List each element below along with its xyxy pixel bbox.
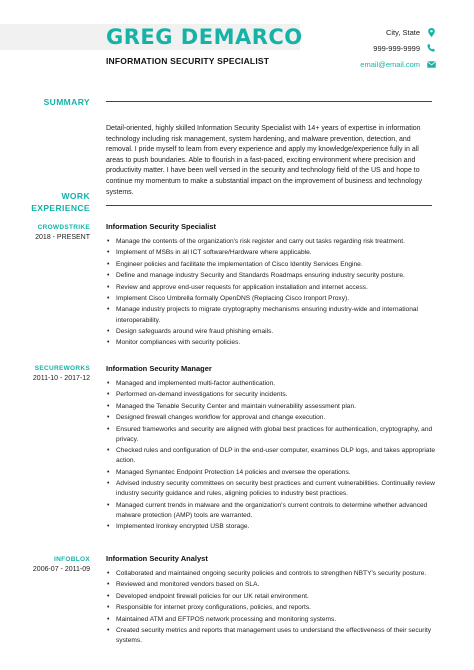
list-item: • Ensured frameworks and security are aligned with global best practices for authentication, cryptography, and privacy. — [106, 425, 438, 445]
phone-icon — [426, 44, 436, 52]
list-item: • Engineer policies and facilitate the implementation of Cisco Identity Services Engine. — [106, 260, 438, 270]
experience-divider — [106, 205, 432, 206]
contact-location — [360, 24, 436, 40]
list-item: • Developed endpoint firewall policies for our UK retail environment. — [106, 592, 438, 602]
candidate-title: INFORMATION SECURITY SPECIALIST — [106, 56, 270, 66]
list-item: • Created security metrics and reports that management uses to understand the effectiveness of their security systems. — [106, 626, 438, 646]
experience-sidebar — [0, 190, 90, 214]
experience-heading-line1: WORK — [61, 191, 90, 201]
list-item: • Collaborated and maintained ongoing security policies and controls to strengthen NBTY's security posture. — [106, 569, 438, 579]
summary-divider — [106, 101, 432, 102]
list-item: • Performed on-demand investigations for security incidents. — [106, 390, 438, 400]
job-bullets — [106, 569, 438, 646]
job-meta — [0, 556, 90, 573]
job-bullets — [106, 237, 438, 349]
company-name: INFOBLOX — [54, 556, 90, 563]
envelope-icon — [426, 61, 436, 68]
list-item: • Managed current trends in malware and the organization's current controls to determine whether advanced malware protection (AMP) tools are warranted. — [106, 501, 438, 521]
list-item: • Reviewed and monitored vendors based on SLA. — [106, 580, 438, 590]
company-name: SECUREWORKS — [34, 365, 90, 372]
job-role: Information Security Specialist — [106, 222, 217, 231]
list-item: • Checked rules and configuration of DLP in the end-user computer, examines DLP logs, and takes appropriate action. — [106, 446, 438, 466]
job-meta — [0, 365, 90, 382]
job-dates: 2018 - PRESENT — [35, 234, 90, 241]
job-details — [106, 554, 438, 648]
list-item: • Implement of MSBs in all ICT software/Hardware where applicable. — [106, 248, 438, 258]
experience-heading-line2: EXPERIENCE — [31, 203, 90, 213]
list-item: • Manage industry projects to migrate cryptography mechanisms ensuring industry-wide and international interoperability. — [106, 305, 438, 325]
contact-email[interactable] — [360, 56, 436, 72]
list-item: • Managed Symantec Endpoint Protection 14 policies and oversee the operations. — [106, 468, 438, 478]
job-bullets — [106, 379, 438, 533]
list-item: • Designed firewall changes workflow for approval and change execution. — [106, 413, 438, 423]
job-details — [106, 364, 438, 534]
list-item: • Responsible for internet proxy configurations, policies, and reports. — [106, 603, 438, 613]
job-dates: 2006-07 - 2011-09 — [32, 566, 90, 573]
list-item: • Implemented Ironkey encrypted USB storage. — [106, 522, 438, 532]
job-details — [106, 222, 438, 350]
summary-text: Detail-oriented, highly skilled Information Security Specialist with 14+ years of expertise in information technology including risk management, system hardening, and malware prevention, detection, and removal. I pride myself to learn from every experience and apply my knowledge/experience fully in all areas to push boundaries. Able to flourish in a fast-paced, exciting environment where precision and productivity matter. I have been well versed in the security and technology field of the US and hope to continue my momentum to make a substantial impact on the improvement of business and technology systems. — [106, 125, 422, 196]
list-item: • Monitor compliances with security policies. — [106, 338, 438, 348]
resume-header — [0, 0, 474, 80]
job-role: Information Security Manager — [106, 364, 212, 373]
company-name: CROWDSTRIKE — [37, 224, 90, 231]
summary-heading: SUMMARY — [43, 97, 90, 107]
list-item: • Implement Cisco Umbrella formally OpenDNS (Replacing Cisco Ironport Proxy). — [106, 294, 438, 304]
map-pin-icon — [426, 28, 436, 37]
list-item: • Advised industry security committees on security best practices and current vulnerabilities. Continually review industry security guidance and rules, aligning policies to industry best practices. — [106, 479, 438, 499]
job-role: Information Security Analyst — [106, 554, 208, 563]
list-item: • Managed and implemented multi-factor authentication. — [106, 379, 438, 389]
list-item: • Managed the Tenable Security Center and maintain vulnerability assessment plan. — [106, 402, 438, 412]
summary-sidebar — [0, 96, 90, 108]
job-meta — [0, 224, 90, 241]
contact-info — [360, 24, 436, 72]
email-link[interactable]: email@email.com — [360, 59, 420, 69]
phone-text: 999-999-9999 — [373, 43, 420, 53]
list-item: • Define and manage industry Security and Standards Roadmaps ensuring industry security posture. — [106, 271, 438, 281]
list-item: • Maintained ATM and EFTPOS network processing and monitoring systems. — [106, 615, 438, 625]
list-item: • Manage the contents of the organization's risk register and carry out tasks regarding risk treatment. — [106, 237, 438, 247]
candidate-name: GREG DEMARCO — [106, 25, 303, 49]
list-item: • Design safeguards around wire fraud phishing emails. — [106, 327, 438, 337]
contact-phone — [360, 40, 436, 56]
location-text: City, State — [385, 27, 420, 37]
list-item: • Review and approve end-user requests for application installation and internet access. — [106, 283, 438, 293]
job-dates: 2011-10 - 2017-12 — [32, 375, 90, 382]
